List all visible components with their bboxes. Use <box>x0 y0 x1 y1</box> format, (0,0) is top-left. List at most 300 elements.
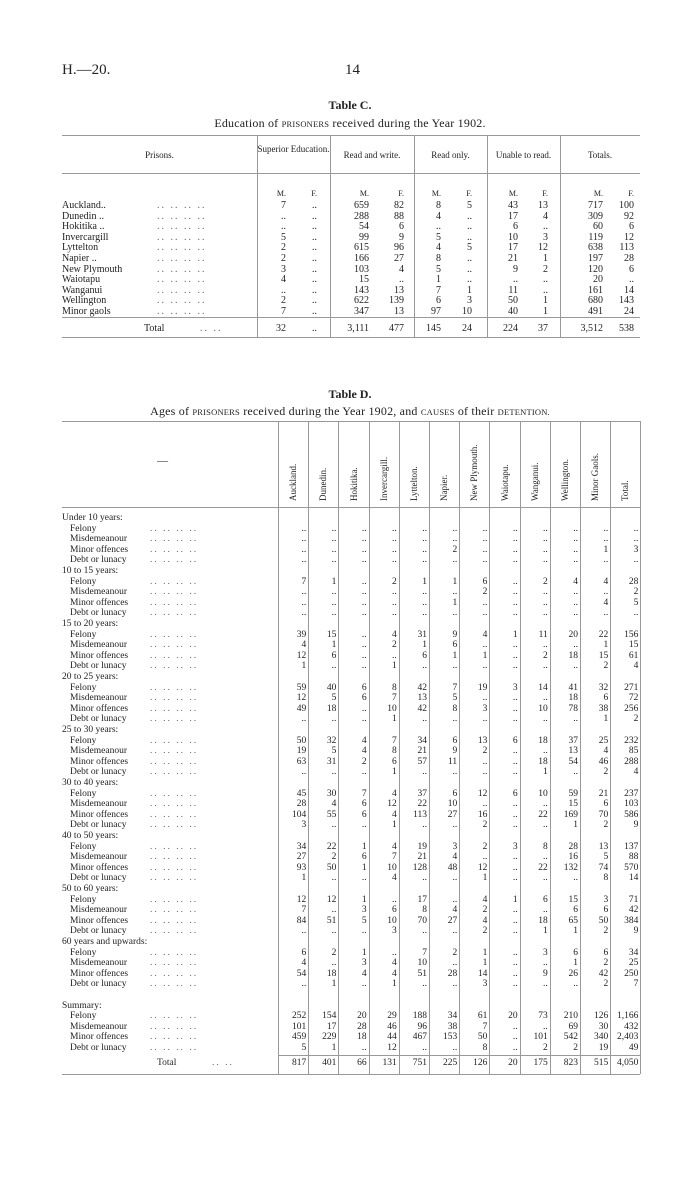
table-d-cell: 137 <box>624 841 639 852</box>
table-d-cell: 2 <box>452 544 458 555</box>
table-d-cell: 154 <box>322 1011 337 1022</box>
table-d-cell: 21 <box>417 746 427 757</box>
table-d-cell: 5 <box>633 597 639 608</box>
table-d-cell: 7 <box>361 788 367 799</box>
table-c-cell: 14 <box>624 284 634 296</box>
table-c-mf-header: M. <box>359 189 369 198</box>
table-d-cell: .. <box>422 873 427 884</box>
table-d-cell: .. <box>573 587 578 598</box>
table-c-row-prison: Napier .. <box>62 253 97 264</box>
table-d-cell: 1 <box>361 862 367 873</box>
table-c-cell: 88 <box>394 210 404 222</box>
table-d-row-label: Debt or lunacy <box>70 926 127 937</box>
table-c-cell: 10 <box>508 231 518 243</box>
table-c-header-totals: Totals. <box>587 150 613 160</box>
table-d-cell: 1 <box>392 820 397 831</box>
table-d-caption-3: received during the Year 1902, and <box>243 404 418 418</box>
table-d-column-header: Invercargill. <box>378 456 389 501</box>
table-c-mf-header: M. <box>276 189 286 198</box>
table-c-leader-dots: .. .. .. .. <box>157 295 207 307</box>
table-d-cell: .. <box>392 523 397 534</box>
table-c-leader-dots: .. .. .. .. <box>157 253 207 264</box>
table-d-cell: 18 <box>538 915 548 926</box>
table-d-cell: .. <box>422 555 427 566</box>
table-d-cell: .. <box>361 820 367 831</box>
table-d-cell: .. <box>573 534 578 545</box>
table-d-column-header: Total. <box>620 480 631 501</box>
table-d-cell: 65 <box>568 915 578 926</box>
table-d-cell: 10 <box>538 788 548 799</box>
table-c-total-cell: 224 <box>503 323 518 334</box>
table-d-cell: 50 <box>598 915 609 926</box>
table-c-cell: 119 <box>588 231 603 243</box>
table-d-cell: 84 <box>296 915 307 926</box>
table-c-cell: 5 <box>467 200 472 211</box>
table-d-row-label: Debt or lunacy <box>70 1043 127 1053</box>
table-d-cell: .. <box>361 523 367 534</box>
table-d-cell: 2 <box>482 820 488 831</box>
table-d-cell: .. <box>392 555 397 566</box>
table-d-cell: 2 <box>603 926 609 937</box>
table-c-cell: 100 <box>619 200 634 211</box>
table-d-cell: 9 <box>633 820 639 831</box>
table-d-leader-dots: .. .. .. .. <box>150 873 199 884</box>
table-d-cell: 37 <box>417 788 427 799</box>
table-d-cell: .. <box>543 661 548 672</box>
table-d-leader-dots: .. .. .. .. <box>150 767 199 778</box>
table-d-cell: 5 <box>361 915 367 926</box>
table-d-cell: 2 <box>603 767 609 778</box>
table-d-row-label: Minor offences <box>70 597 129 608</box>
table-c-row-prison: Dunedin .. <box>62 210 104 222</box>
table-d-cell: 288 <box>624 756 639 767</box>
table-d-cell: 57 <box>417 756 427 767</box>
table-c-cell: 309 <box>588 210 603 222</box>
table-d-cell: 1 <box>392 661 397 672</box>
table-d-leader-dots: .. .. .. .. <box>150 968 199 979</box>
table-d-cell: .. <box>392 894 397 905</box>
table-d-cell: .. <box>603 534 609 545</box>
table-d-cell: 18 <box>568 693 578 704</box>
table-d-row-label: 50 to 60 years: <box>62 884 119 894</box>
table-c-cell: 12 <box>624 231 634 243</box>
table-c-cell: 1 <box>436 274 441 286</box>
table-d-cell: .. <box>512 799 518 810</box>
table-d-cell: 2 <box>573 1043 578 1053</box>
table-c-cell: 5 <box>436 263 441 275</box>
table-c-cell: 113 <box>619 242 634 254</box>
table-d-cell: .. <box>573 608 578 619</box>
table-c-cell: 166 <box>354 253 369 264</box>
table-d-leader-dots: .. .. .. .. <box>150 576 199 587</box>
table-d-cell: 28 <box>447 968 458 979</box>
table-d-cell: 27 <box>447 809 458 820</box>
table-d-cell: 19 <box>296 746 307 757</box>
table-d-cell: .. <box>452 587 458 598</box>
table-d-cell: 6 <box>361 799 367 810</box>
table-d-cell: .. <box>482 597 488 608</box>
table-d-cell: .. <box>452 958 458 969</box>
table-c-leader-dots: .. .. <box>200 323 223 334</box>
table-d-cell: 6 <box>392 756 397 767</box>
table-c-cell: 3 <box>467 295 472 307</box>
table-d-cell: 14 <box>628 873 639 884</box>
table-d-cell: 6 <box>361 809 367 820</box>
table-d-cell: 3 <box>361 905 367 916</box>
table-d-leader-dots: .. .. .. .. <box>150 629 199 640</box>
table-c-header-unable: Unable to read. <box>495 150 552 160</box>
table-d-row-label: Felony <box>70 1011 97 1022</box>
table-d-leader-dots: .. .. .. .. <box>150 1011 199 1022</box>
table-c-mf-header: F. <box>542 189 548 198</box>
table-d-cell: 6 <box>392 905 397 916</box>
table-d-row-label: Misdemeanour <box>70 746 127 757</box>
table-d-cell: .. <box>392 587 397 598</box>
table-d-cell: .. <box>603 608 609 619</box>
table-d-cell: 18 <box>568 650 578 661</box>
table-c-cell: 6 <box>629 221 634 233</box>
table-d-cell: .. <box>543 597 548 608</box>
table-d-cell: 2 <box>482 905 488 916</box>
table-d-cell: 7 <box>482 1021 488 1032</box>
table-d-cell: .. <box>452 767 458 778</box>
table-d-cell: 1 <box>361 894 367 905</box>
table-d-cell: 1,166 <box>617 1011 639 1022</box>
table-d-cell: 28 <box>296 799 307 810</box>
table-d-cell: 38 <box>447 1021 458 1032</box>
table-d-cell: 22 <box>538 809 548 820</box>
table-d-cell: 4 <box>452 852 458 863</box>
table-c-cell: 40 <box>508 306 518 317</box>
table-d-cell: 4 <box>603 746 609 757</box>
table-d-cell: 6 <box>603 693 609 704</box>
table-d-cell: 467 <box>412 1032 427 1043</box>
table-d-cell: 7 <box>392 852 397 863</box>
table-d-cell: 2 <box>331 947 337 958</box>
table-d-cell: .. <box>331 958 337 969</box>
table-c-cell: 4 <box>436 210 441 222</box>
table-d-cell: .. <box>482 640 488 651</box>
table-d-cell: .. <box>512 534 518 545</box>
table-d-cell: 1 <box>331 640 337 651</box>
table-d-cell: 10 <box>538 703 548 714</box>
table-d-cell: 13 <box>598 841 609 852</box>
table-d-cell: 2 <box>361 756 367 767</box>
table-d-cell: .. <box>512 767 518 778</box>
table-d-cell: 25 <box>598 735 609 746</box>
table-d-cell: 15 <box>598 650 609 661</box>
table-d-leader-dots: .. .. .. .. <box>150 809 199 820</box>
table-d-cell: 12 <box>296 693 307 704</box>
table-d-cell: 5 <box>452 693 458 704</box>
table-d-cell: 1 <box>482 650 488 661</box>
table-d-cell: 27 <box>447 915 458 926</box>
table-d-cell: .. <box>392 544 397 555</box>
table-d-cell: .. <box>543 608 548 619</box>
table-d-cell: 6 <box>361 852 367 863</box>
table-d-cell: .. <box>633 523 639 534</box>
table-d-cell: .. <box>392 608 397 619</box>
table-c-cell: 9 <box>513 263 518 275</box>
table-d-column-header: New Plymouth. <box>469 444 480 501</box>
table-d-cell: 5 <box>603 852 609 863</box>
table-c-cell: .. <box>312 253 317 264</box>
table-c-cell: 103 <box>354 263 369 275</box>
table-d-row-label: Felony <box>70 788 97 799</box>
table-d-cell: 32 <box>598 682 609 693</box>
table-c-leader-dots: .. .. .. .. <box>157 231 207 243</box>
table-d-cell: 1 <box>573 926 578 937</box>
table-d-cell: 128 <box>412 862 427 873</box>
table-d-cell: .. <box>512 905 518 916</box>
table-d-caption <box>0 404 700 419</box>
table-d-cell: 2 <box>543 1043 548 1053</box>
table-d-row-label: Under 10 years: <box>62 513 123 523</box>
table-d-cell: .. <box>543 587 548 598</box>
table-d-cell: .. <box>512 544 518 555</box>
table-d-cell: 4 <box>603 597 609 608</box>
table-d-cell: 4 <box>633 767 639 778</box>
table-d-total-cell: 20 <box>508 1057 518 1068</box>
table-c-cell: 717 <box>588 200 603 211</box>
table-d-cell: .. <box>301 608 307 619</box>
table-d-cell: 29 <box>387 1011 397 1022</box>
table-d-leader-dots: .. .. .. .. <box>150 703 199 714</box>
table-d-cell: .. <box>573 640 578 651</box>
table-d-cell: .. <box>361 629 367 640</box>
table-d-leader-dots: .. .. .. .. <box>150 640 199 651</box>
table-d-cell: 20 <box>357 1011 367 1022</box>
table-c-cell: .. <box>281 210 286 222</box>
table-d-cell: 271 <box>624 682 639 693</box>
table-d-cell: .. <box>512 746 518 757</box>
table-d-leader-dots: .. .. .. .. <box>150 523 199 534</box>
table-d-cell: 4 <box>361 968 367 979</box>
table-d-cell: 1 <box>301 661 307 672</box>
table-d-cell: 1 <box>422 576 427 587</box>
table-d-cell: .. <box>512 968 518 979</box>
table-d-row-label: Misdemeanour <box>70 587 127 598</box>
table-d-cell: 5 <box>331 693 337 704</box>
table-d-cell: .. <box>331 926 337 937</box>
table-d-cell: 15 <box>568 894 578 905</box>
table-d-cell: 18 <box>326 968 337 979</box>
table-c-cell: 99 <box>359 231 369 243</box>
table-d-total-cell: 66 <box>357 1057 367 1068</box>
table-d-cell: 1 <box>452 650 458 661</box>
table-d-cell: 34 <box>417 735 427 746</box>
table-c-mf-header: F. <box>466 189 472 198</box>
table-d-cell: .. <box>633 555 639 566</box>
table-d-leader-dots: .. .. .. .. <box>150 1032 199 1043</box>
table-d-cell: 70 <box>598 809 609 820</box>
table-d-caption-4: CAUSES <box>420 407 455 417</box>
table-d-cell: 85 <box>628 746 639 757</box>
table-c-rule-head <box>62 173 640 174</box>
table-d-cell: .. <box>512 576 518 587</box>
table-d-row-label: Minor offences <box>70 915 129 926</box>
table-d-cell: 7 <box>422 947 427 958</box>
table-c-divider <box>330 135 331 337</box>
table-d-divider <box>399 421 400 1074</box>
table-d-cell: 5 <box>301 1043 307 1053</box>
table-d-cell: 14 <box>538 682 548 693</box>
table-d-leader-dots: .. .. .. .. <box>150 682 199 693</box>
table-d-cell: 4 <box>482 894 488 905</box>
table-d-cell: 70 <box>417 915 427 926</box>
table-d-cell: 1 <box>482 947 488 958</box>
table-d-cell: .. <box>512 597 518 608</box>
table-d-cell: 18 <box>326 703 337 714</box>
table-d-cell: .. <box>543 873 548 884</box>
table-d-cell: 156 <box>624 629 639 640</box>
table-d-row-label: Minor offences <box>70 1032 129 1043</box>
table-c-cell: .. <box>312 242 317 254</box>
table-d-cell: .. <box>361 640 367 651</box>
table-d-row-label: Felony <box>70 894 97 905</box>
table-c-cell: 7 <box>436 284 441 296</box>
table-d-cell: .. <box>512 714 518 725</box>
table-d-cell: .. <box>301 979 307 990</box>
table-d-row-label: Minor offences <box>70 968 129 979</box>
table-d-cell: .. <box>573 544 578 555</box>
table-d-cell: 10 <box>417 958 427 969</box>
table-d-cell: 59 <box>568 788 578 799</box>
table-d-cell: 61 <box>628 650 639 661</box>
table-d-row-label: Minor offences <box>70 650 129 661</box>
table-d-cell: 4 <box>361 746 367 757</box>
table-d-cell: .. <box>361 650 367 661</box>
table-d-cell: 237 <box>624 788 639 799</box>
table-d-cell: .. <box>482 555 488 566</box>
table-d-cell: 7 <box>633 979 639 990</box>
table-d-cell: .. <box>422 926 427 937</box>
table-d-cell: 10 <box>387 862 397 873</box>
table-d-cell: 232 <box>624 735 639 746</box>
table-d-total-cell: 817 <box>291 1057 307 1068</box>
table-d-cell: .. <box>361 534 367 545</box>
table-d-cell: 44 <box>387 1032 397 1043</box>
table-d-cell: .. <box>301 534 307 545</box>
table-d-cell: 8 <box>422 905 427 916</box>
table-d-leader-dots: .. .. .. .. <box>150 947 199 958</box>
table-d-cell: 3 <box>361 958 367 969</box>
table-d-cell: 8 <box>452 703 458 714</box>
table-d-cell: .. <box>301 926 307 937</box>
table-d-cell: 6 <box>361 682 367 693</box>
table-d-cell: .. <box>573 661 578 672</box>
table-d-cell: 1 <box>331 1043 337 1053</box>
table-c-cell: 8 <box>436 200 441 211</box>
table-c-cell: 97 <box>431 306 441 317</box>
table-d-cell: 169 <box>563 809 578 820</box>
table-d-cell: 2 <box>482 587 488 598</box>
table-d-cell: .. <box>301 555 307 566</box>
table-c-row-prison: Hokitika .. <box>62 221 105 233</box>
table-d-row-label: 25 to 30 years: <box>62 725 119 735</box>
table-c-leader-dots: .. .. .. .. <box>157 242 207 254</box>
table-d-cell: .. <box>512 608 518 619</box>
table-c-divider <box>560 135 561 337</box>
table-d-caption-2: PRISONERS <box>192 407 240 417</box>
table-d-cell: .. <box>512 661 518 672</box>
table-d-column-header: Hokitika. <box>348 467 359 501</box>
table-d-cell: 2 <box>392 640 397 651</box>
table-d-cell: 73 <box>538 1011 548 1022</box>
table-d-cell: .. <box>512 1021 518 1032</box>
table-c-header-read-only: Read only. <box>431 150 470 160</box>
table-d-divider <box>580 421 581 1074</box>
table-d-cell: 12 <box>387 1043 397 1053</box>
table-d-total-label: Total <box>157 1057 177 1068</box>
table-d-cell: 15 <box>326 629 337 640</box>
table-d-cell: 12 <box>387 799 397 810</box>
table-c-mf-header: F. <box>628 189 634 198</box>
table-d-caption-6: DETENTION. <box>497 407 550 417</box>
table-c-cell: .. <box>543 274 548 286</box>
table-c-row-prison: Waiotapu <box>62 274 101 286</box>
table-d-leader-dots: .. .. .. .. <box>150 693 199 704</box>
table-d-cell: 1 <box>452 597 458 608</box>
table-d-cell: .. <box>361 714 367 725</box>
table-d-row-label: Misdemeanour <box>70 852 127 863</box>
table-d-cell: .. <box>301 767 307 778</box>
table-c-leader-dots: .. .. .. .. <box>157 210 207 222</box>
table-d-cell: .. <box>331 523 337 534</box>
table-d-cell: .. <box>482 523 488 534</box>
table-d-cell: 153 <box>442 1032 458 1043</box>
table-d-leader-dots: .. .. .. .. <box>150 958 199 969</box>
table-d-cell: 6 <box>573 947 578 958</box>
table-c-caption-sc: PRISONERS <box>281 119 330 129</box>
table-c-cell: 5 <box>281 231 286 243</box>
table-d-divider <box>520 421 521 1074</box>
table-d-cell: .. <box>512 852 518 863</box>
table-d-row-label: Minor offences <box>70 703 129 714</box>
table-d-cell: 9 <box>452 746 458 757</box>
table-d-cell: .. <box>361 576 367 587</box>
table-c-cell: 54 <box>359 221 369 233</box>
table-d-cell: .. <box>482 799 488 810</box>
table-d-cell: .. <box>301 587 307 598</box>
table-d-title: Table D. <box>328 387 372 401</box>
table-c-mf-header: M. <box>593 189 603 198</box>
table-d-cell: .. <box>452 661 458 672</box>
table-d-cell: .. <box>512 555 518 566</box>
table-d-cell: 256 <box>624 703 639 714</box>
table-d-leader-dots: .. .. .. .. <box>150 587 199 598</box>
table-d-cell: .. <box>573 523 578 534</box>
table-c-caption-suffix: received during the Year 1902. <box>332 116 486 130</box>
table-d-cell: 1 <box>603 544 609 555</box>
table-d-cell: .. <box>392 534 397 545</box>
table-d-cell: 21 <box>598 788 609 799</box>
table-c-cell: 13 <box>394 284 404 296</box>
table-d-cell: .. <box>512 756 518 767</box>
table-d-cell: .. <box>603 523 609 534</box>
table-d-cell: 4 <box>301 958 307 969</box>
table-c-mf-header: F. <box>398 189 404 198</box>
table-c-cell: 8 <box>436 253 441 264</box>
table-d-cell: 4 <box>392 968 397 979</box>
table-d-cell: .. <box>452 555 458 566</box>
table-d-cell: 13 <box>417 693 427 704</box>
table-d-cell: 1 <box>422 640 427 651</box>
table-d-cell: .. <box>512 1043 518 1053</box>
table-d-cell: 229 <box>322 1032 337 1043</box>
table-d-column-header: Wanganui. <box>529 462 540 501</box>
table-c-cell: 6 <box>436 295 441 307</box>
